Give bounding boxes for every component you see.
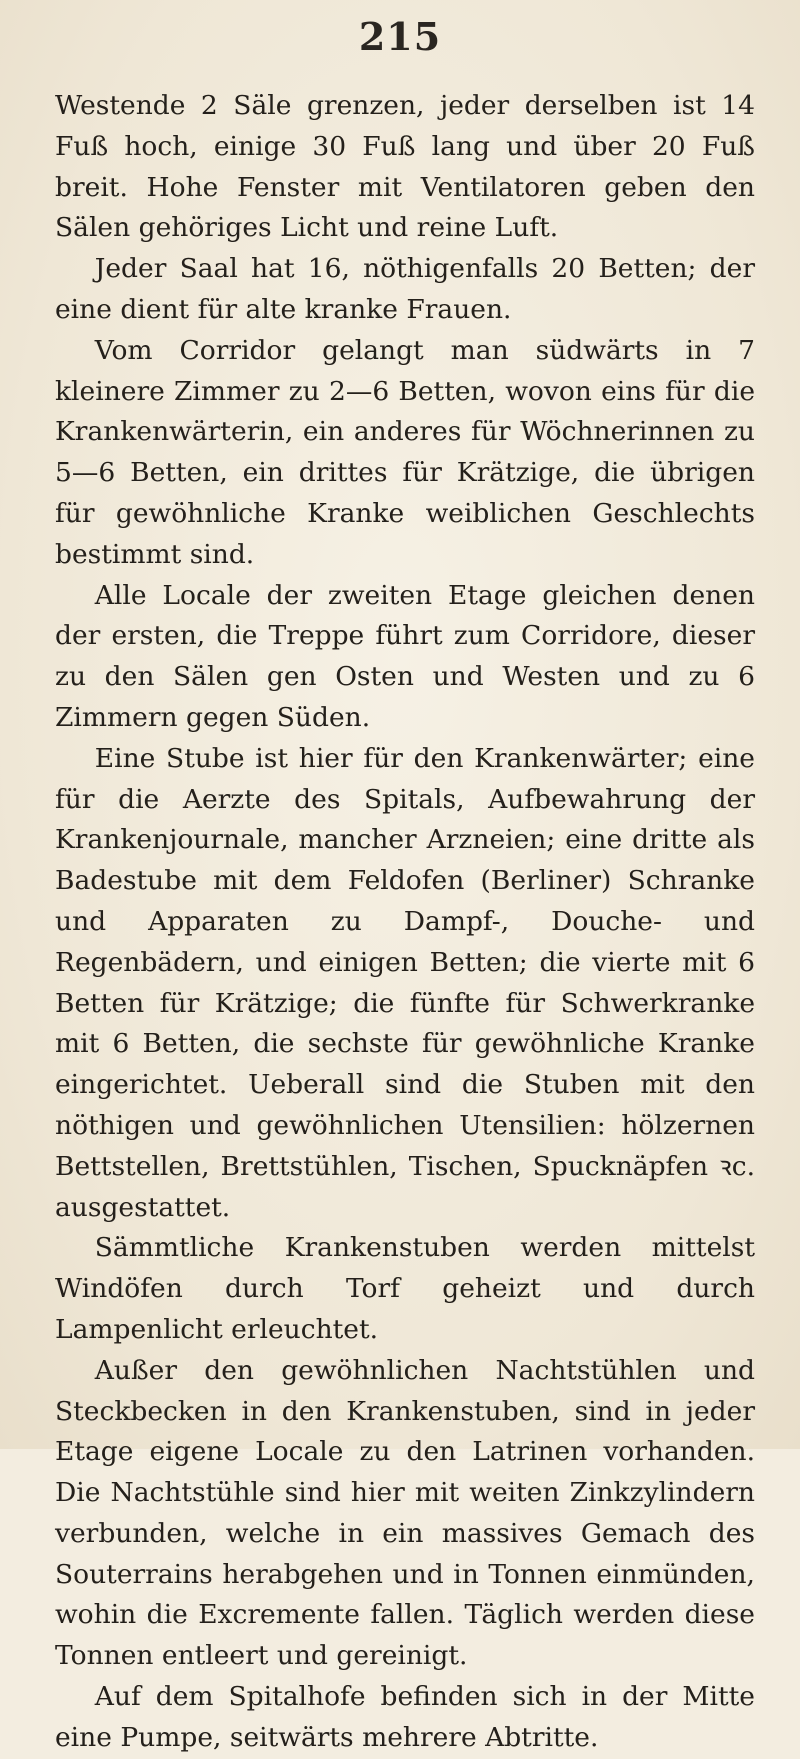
paragraph: Westende 2 Säle grenzen, jeder derselben ist 14 Fuß hoch, einige 30 Fuß lang und über 20 Fuß breit. Hohe Fenster mit Ventilatoren geben den Sälen gehöriges Licht und reine Luft. bbox=[55, 90, 755, 244]
paragraph: Auf dem Spitalhofe befinden sich in der Mitte eine Pumpe, seitwärts mehrere Abtritte. bbox=[55, 1681, 755, 1753]
paragraph: Eine Stube ist hier für den Krankenwärter; eine für die Aerzte des Spitals, Aufbewahrung der Krankenjournale, mancher Arzneien; eine dritte als Badestube mit dem Feldofen (Berliner) Schranke und Apparaten zu Dampf-, Douche- und Regenbädern, und einigen Betten; die vierte mit 6 Betten für Krätzige; die fünfte für Schwerkranke mit 6 Betten, die sechste für gewöhnliche Kranke eingerichtet. Ueberall sind die Stuben mit den nöthigen und gewöhnlichen Utensilien: hölzernen Bettstellen, Brettstühlen, Tischen, Spucknäpfen ꝛc. ausgestattet. bbox=[55, 742, 755, 1223]
paragraph: Jeder Saal hat 16, nöthigenfalls 20 Betten; der eine dient für alte kranke Frauen. bbox=[55, 253, 755, 325]
paragraph: Alle Locale der zweiten Etage gleichen denen der ersten, die Treppe führt zum Corridore, dieser zu den Sälen gen Osten und Westen und zu 6 Zimmern gegen Süden. bbox=[55, 579, 755, 733]
paragraph: Außer den gewöhnlichen Nachtstühlen und Steckbecken in den Krankenstuben, sind in jeder Etage eigene Locale zu den Latrinen vorhanden. Die Nachtstühle sind hier mit weiten Zinkzylindern verbunden, welche in ein massives Gemach des Souterrains herabgehen und in Tonnen einmünden, wohin die Excremente fallen. Täglich werden diese Tonnen entleert und gereinigt. bbox=[55, 1354, 755, 1672]
paragraph: Sämmtliche Krankenstuben werden mittelst Windöfen durch Torf geheizt und durch Lampenlicht erleuchtet. bbox=[55, 1232, 755, 1345]
body-text bbox=[55, 86, 755, 1759]
paragraph: Vom Corridor gelangt man südwärts in 7 kleinere Zimmer zu 2—6 Betten, wovon eins für die Krankenwärterin, ein anderes für Wöchnerinnen zu 5—6 Betten, ein drittes für Krätzige, die übrigen für gewöhnliche Kranke weiblichen Geschlechts bestimmt sind. bbox=[55, 334, 755, 570]
page-number: 215 bbox=[358, 14, 442, 59]
